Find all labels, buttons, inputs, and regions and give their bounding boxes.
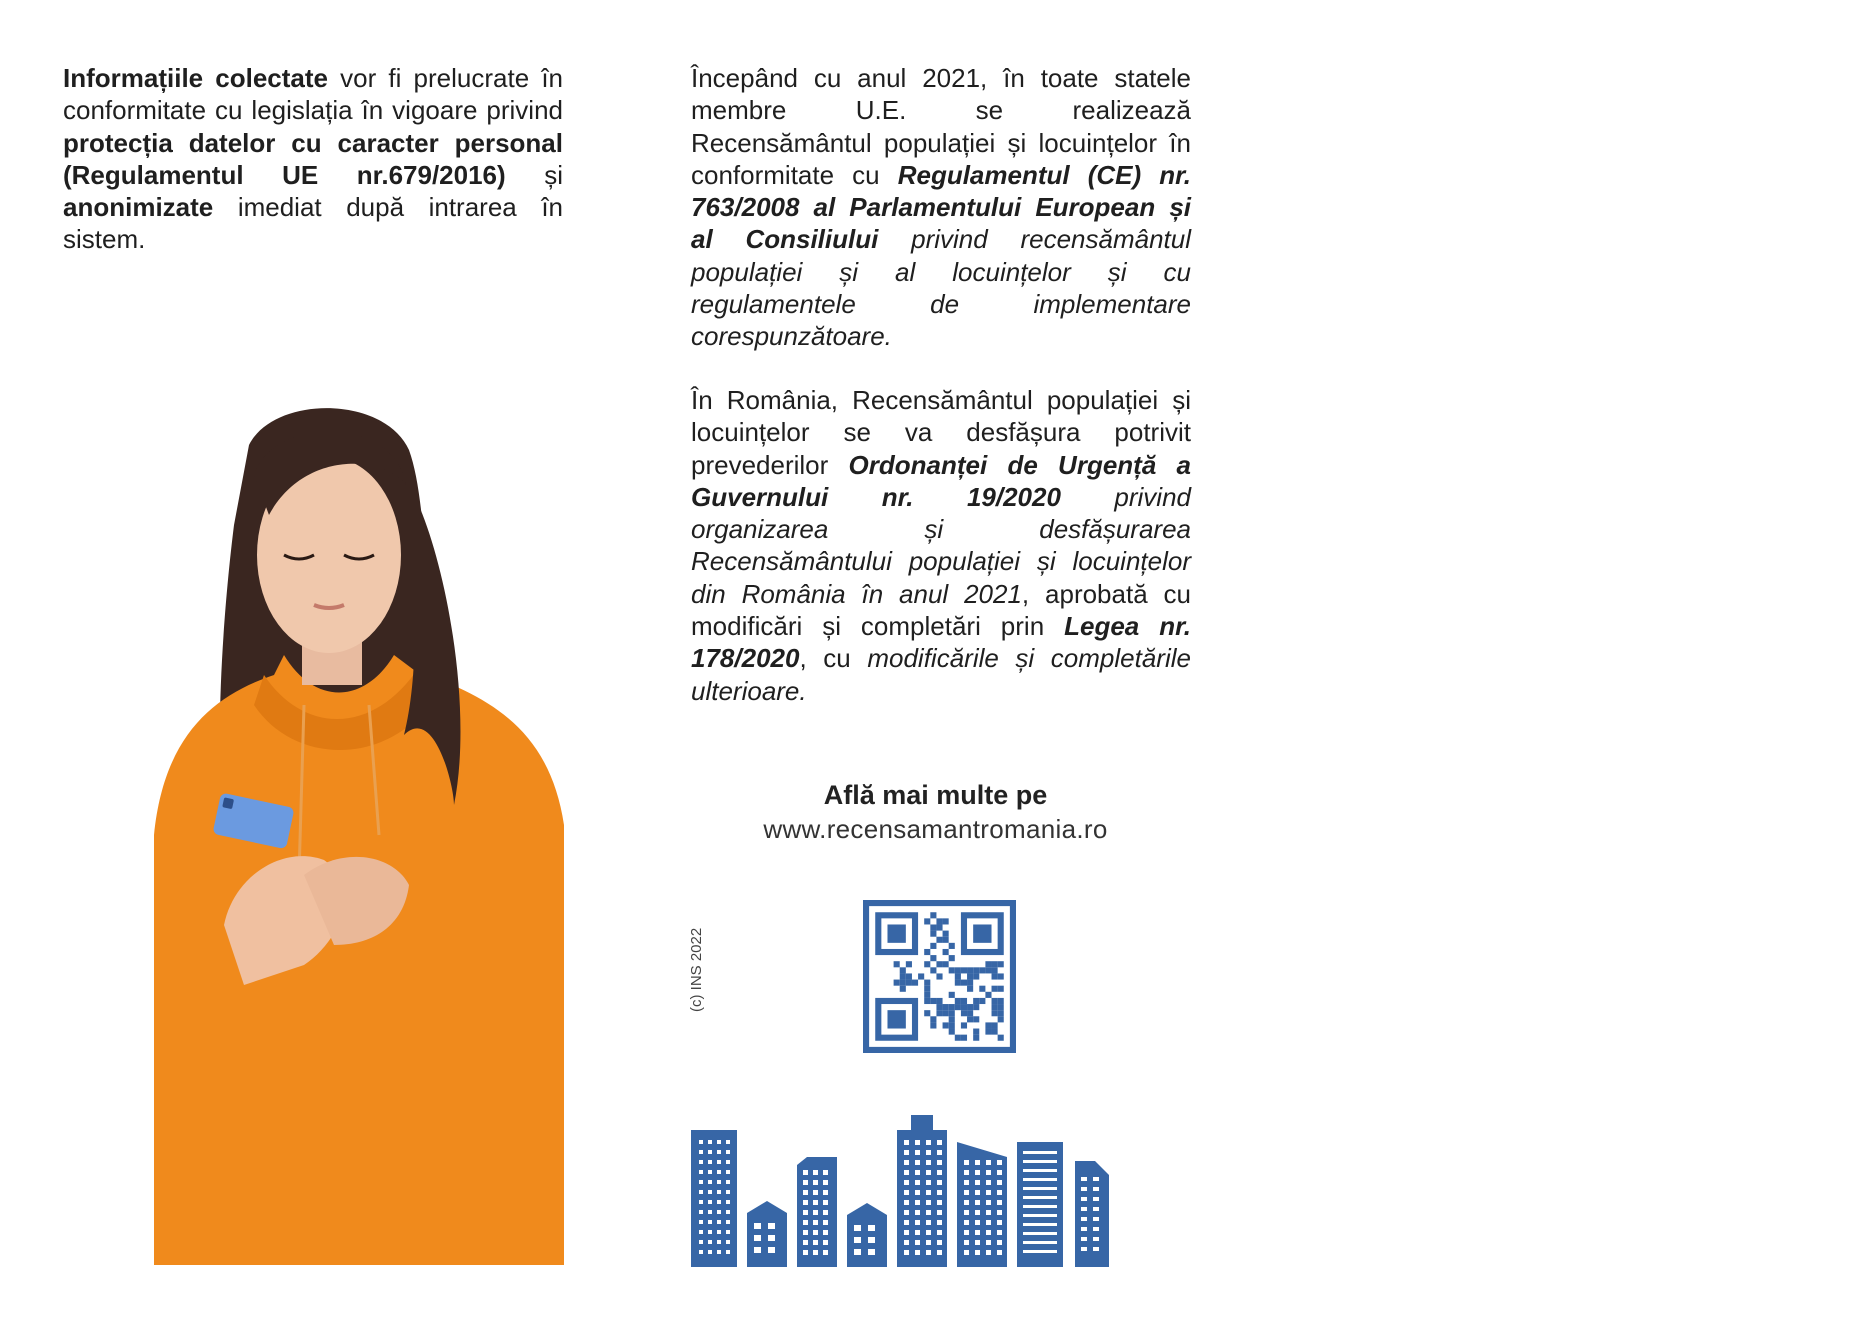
text-run: și <box>505 159 563 190</box>
left-panel <box>0 0 620 1323</box>
text-run: vor fi prelucrate în conformitate cu legislația în vigoare privind <box>63 63 563 126</box>
eu-regulation-paragraph <box>691 62 1191 353</box>
text-run: modificările și completările ulterioare. <box>691 643 1191 706</box>
text-run: imediat după intrarea în sistem. <box>63 192 563 255</box>
text-run: , aprobată cu modificări și completări prin <box>691 578 1191 642</box>
text-run: , cu <box>799 643 868 674</box>
middle-panel <box>620 0 1251 1323</box>
text-run: privind organizarea și desfășurarea Recensământului populației și locuințelor din România în anul 2021 <box>691 481 1191 609</box>
romania-law-paragraph <box>691 384 1191 707</box>
text-run: În România, Recensământul populației și locuințelor se va desfășura potrivit prevederilor <box>691 385 1191 480</box>
privacy-paragraph <box>63 62 563 256</box>
text-run: Începând cu anul 2021, în toate statele membre U.E. se realizează Recensământul populației și locuințelor în conformitate cu <box>691 63 1191 190</box>
text-run: Legea nr. 178/2020 <box>691 611 1191 674</box>
learn-more-heading: Află mai multe pe <box>823 780 1048 810</box>
website-link[interactable]: www.recensamantromania.ro <box>763 814 1108 844</box>
right-panel <box>1251 0 1871 1323</box>
girl-with-phone-photo <box>154 405 564 1265</box>
text-run: Informațiile colectate <box>63 63 328 93</box>
text-run: Ordonanței de Urgență a Guvernului nr. 19/2020 <box>691 449 1191 512</box>
text-run: protecția datelor cu caracter personal (Regulamentul UE nr.679/2016) <box>63 127 563 190</box>
copyright-note: (c) INS 2022 <box>688 927 705 1012</box>
qr-code-icon[interactable] <box>863 900 1016 1053</box>
city-buildings-icon <box>691 1115 1191 1267</box>
text-run: Regulamentul (CE) nr. 763/2008 al Parlamentului European și al Consiliului <box>691 159 1191 255</box>
text-run: anonimizate <box>63 192 214 223</box>
text-run: privind recensământul populației și al locuințelor și cu regulamentele de implementare corespunzătoare. <box>691 224 1192 352</box>
